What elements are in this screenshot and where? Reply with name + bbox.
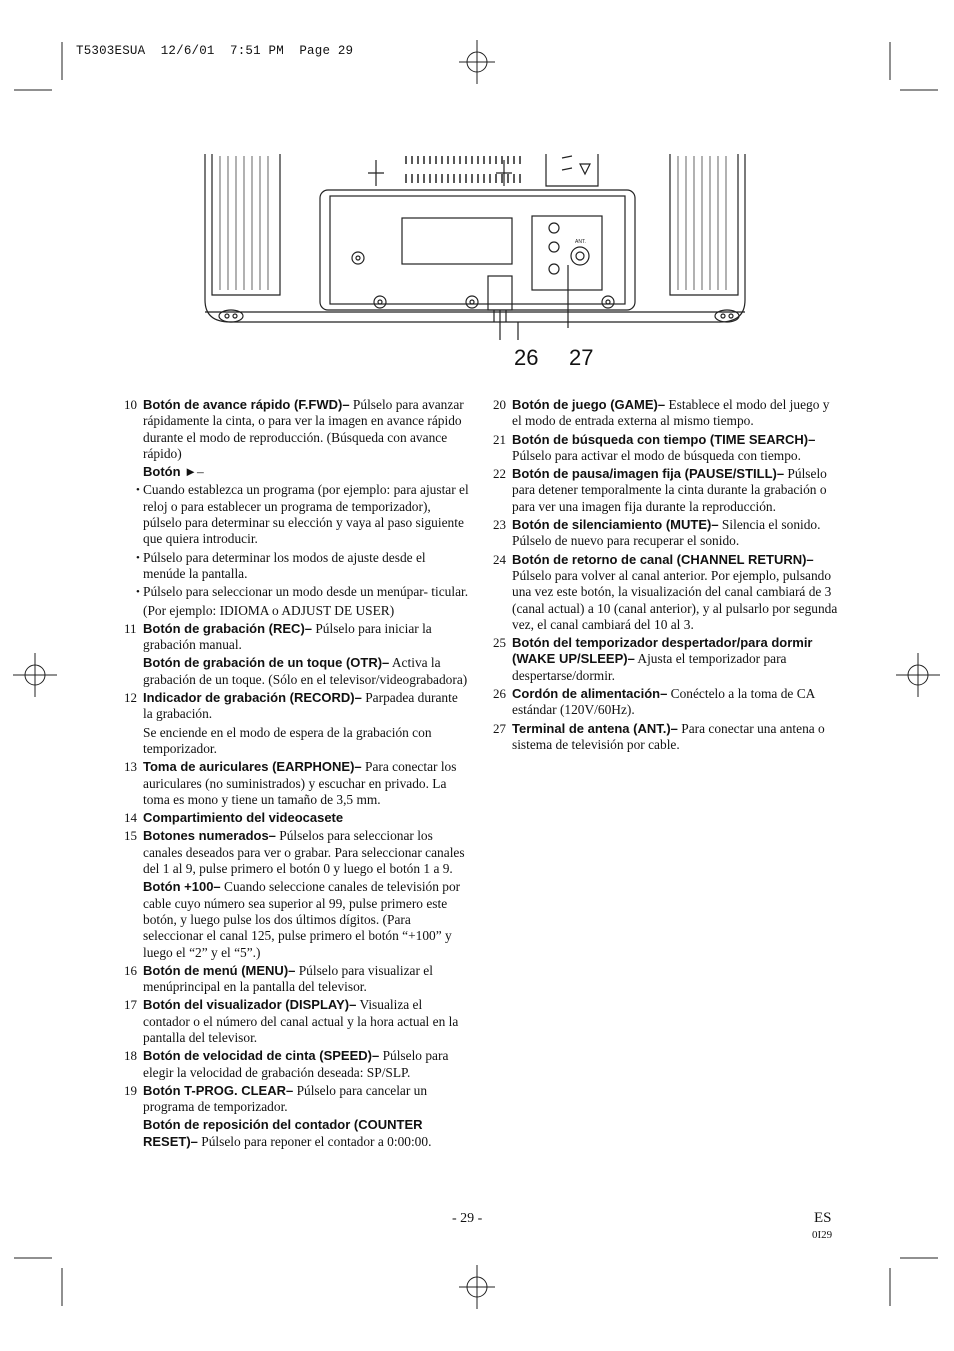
- entry-number: 17: [124, 997, 137, 1013]
- page-number: - 29 -: [452, 1211, 483, 1226]
- entry-10-example: (Por ejemplo: IDIOMA o ADJUST DE USER): [143, 602, 395, 618]
- entry-number: 24: [493, 551, 506, 567]
- entry-title: Botón T-PROG. CLEAR–: [143, 1082, 294, 1098]
- list-item: • Púlselo para determinar los modos de ajuste desde el menúde la pantalla.: [124, 550, 469, 583]
- entry-title: Botón de retorno de canal (CHANNEL RETURN)–: [512, 551, 814, 567]
- entry-title: Botón de silenciamiento (MUTE)–: [512, 517, 719, 533]
- entry-title: Botón de reposición del contador (COUNTER RESET)–: [143, 1117, 423, 1149]
- entry-title: Botón ►: [143, 464, 198, 480]
- entry-number: 15: [124, 828, 137, 844]
- entry-text: Púlselo para iniciar la grabación manual.: [143, 620, 432, 653]
- entry-title: Indicador de grabación (RECORD)–: [143, 690, 362, 706]
- bullet-list: [124, 482, 469, 600]
- entry-number: 13: [124, 759, 137, 775]
- entry-title: Cordón de alimentación–: [512, 686, 668, 702]
- entry-11: [124, 621, 469, 654]
- entry-text: Púlselo para avanzar rápidamente la cinta, o para ver la imagen en avance rápido durante el modo de reproducción. (Búsqueda con avance rápido): [143, 397, 464, 461]
- entry-number: 26: [493, 686, 506, 702]
- entry-10: [124, 397, 469, 462]
- entry-number: 18: [124, 1048, 137, 1064]
- entry-text: Visualiza el contador o el número del canal actual y la hora actual en la pantalla del televisor.: [143, 997, 459, 1045]
- entry-text: Púlselo para activar el modo de búsqueda con tiempo.: [512, 447, 801, 463]
- entry-18: [124, 1048, 469, 1081]
- entry-text: Ajusta el temporizador para despertarse/dormir.: [512, 651, 787, 683]
- entry-text: Cuando seleccione canales de televisión por cable cuyo número sea superior al 99, pulse primero este botón, y luego pulse los dos últimos dígitos. (Para seleccionar el canal 125, pulse primero el botón “+100” y luego el “2” y el “5”.): [143, 879, 461, 960]
- list-item: • Púlselo para seleccionar un modo desde un menúpar- ticular.: [124, 584, 469, 600]
- entry-title: Botón de grabación de un toque (OTR)–: [143, 655, 390, 671]
- entry-12: [124, 690, 469, 723]
- entry-title: Botones numerados–: [143, 828, 276, 844]
- entry-15-sub: [124, 879, 469, 960]
- entry-text: Conéctelo a la toma de CA estándar (120V/60Hz).: [512, 686, 815, 718]
- print-header-stamp: T5303ESUA 12/6/01 7:51 PM Page 29: [76, 44, 354, 58]
- entry-title: Botón de búsqueda con tiempo (TIME SEARCH)–: [512, 431, 816, 447]
- entry-14: [124, 810, 469, 826]
- entry-text: Púlselo para reponer el contador a 0:00:00.: [197, 1133, 432, 1149]
- entry-text: Púlselos para seleccionar los canales deseados para ver o grabar. Para seleccionar canales del 1 al 9, pulse primero el botón 0 y luego el botón 1 a 9.: [143, 828, 465, 877]
- list-item: • Cuando establezca un programa (por ejemplo: para ajustar el reloj o para establecer un programa de temporizador), púlselo para determinar su elección y vaya al paso siguiente que quiera introducir.: [124, 482, 469, 547]
- entry-title: Botón de grabación (REC)–: [143, 620, 313, 636]
- entry-23: [493, 517, 838, 550]
- entry-number: 20: [493, 397, 506, 412]
- callout-26: 26: [514, 345, 539, 370]
- entry-27: [493, 721, 838, 754]
- entry-number: 21: [493, 431, 506, 447]
- entry-number: 14: [124, 810, 137, 826]
- entry-text: Silencia el sonido. Púlselo de nuevo para recuperar el sonido.: [512, 517, 821, 549]
- entry-20: [493, 397, 838, 430]
- language-code: ES: [814, 1210, 832, 1226]
- entry-title: Botón de juego (GAME)–: [512, 397, 666, 412]
- entry-text: Establece el modo del juego y el modo de entrada externa al mismo tiempo.: [512, 397, 830, 429]
- entry-text: Púlselo para elegir la velocidad de grabación deseada: SP/SLP.: [143, 1048, 449, 1080]
- entry-text: Púlselo para volver al canal anterior. Por ejemplo, pulsando una vez este botón, la visualización del canal cambiará de 3 (canal actual) a 10 (canal anterior), y al pulsarlo por segunda vez, el canal cambiará del 10 al 3.: [512, 567, 838, 632]
- entry-title: Botón +100–: [143, 879, 221, 895]
- entry-text: Púlselo para cancelar un programa de temporizador.: [143, 1082, 428, 1115]
- entry-text: –: [197, 464, 204, 480]
- entry-19-sub: [124, 1117, 469, 1150]
- entry-title: Toma de auriculares (EARPHONE)–: [143, 759, 362, 775]
- entry-25: [493, 635, 838, 684]
- entry-text: Púlselo para detener temporalmente la cinta durante la grabación o para ver una imagen fija durante la reproducción.: [512, 466, 827, 514]
- entry-12-sub: Se enciende en el modo de espera de la grabación con temporizador.: [143, 724, 432, 756]
- entry-number: 27: [493, 720, 506, 736]
- entry-text: Parpadea durante la grabación.: [143, 690, 458, 722]
- entry-number: 11: [124, 620, 137, 636]
- entry-title: Botón de avance rápido (F.FWD)–: [143, 397, 350, 412]
- entry-11-sub: [124, 655, 469, 688]
- entry-text: Para conectar una antena o sistema de televisión por cable.: [512, 720, 825, 752]
- entry-16: [124, 963, 469, 996]
- entry-title: Botón del temporizador despertador/para dormir (WAKE UP/SLEEP)–: [512, 635, 813, 667]
- entry-number: 10: [124, 397, 137, 412]
- left-column: [124, 397, 469, 1152]
- entry-number: 22: [493, 466, 506, 482]
- entry-text: Para conectar los auriculares (no suministrados) y escuchar en privado. La toma es mono y tiene un tamaño de 3,5 mm.: [143, 759, 457, 807]
- entry-title: Botón de velocidad de cinta (SPEED)–: [143, 1048, 380, 1064]
- tv-rear-panel-illustration: [200, 150, 750, 340]
- entry-26: [493, 686, 838, 719]
- entry-text: Activa la grabación de un toque. (Sólo en el televisor/videograbadora): [143, 655, 468, 687]
- entry-number: 25: [493, 635, 506, 651]
- entry-22: [493, 466, 838, 515]
- entry-number: 12: [124, 690, 137, 706]
- entry-number: 16: [124, 962, 137, 978]
- entry-15: [124, 828, 469, 877]
- right-column: [493, 397, 838, 755]
- entry-19: [124, 1083, 469, 1116]
- entry-text: Púlselo para visualizar el menúprincipal en la pantalla del televisor.: [143, 962, 433, 995]
- entry-10-sub: [124, 464, 469, 480]
- entry-number: 19: [124, 1082, 137, 1098]
- callout-27: 27: [569, 345, 594, 370]
- entry-24: [493, 552, 838, 633]
- entry-number: 23: [493, 517, 506, 533]
- entry-title: Botón del visualizador (DISPLAY)–: [143, 997, 357, 1013]
- entry-13: [124, 759, 469, 808]
- entry-title: Terminal de antena (ANT.)–: [512, 720, 678, 736]
- entry-title: Botón de pausa/imagen fija (PAUSE/STILL)–: [512, 466, 785, 482]
- entry-17: [124, 997, 469, 1046]
- document-code: 0I29: [812, 1229, 833, 1241]
- entry-title: Compartimiento del videocasete: [143, 810, 344, 826]
- ant-label: ANT.: [575, 239, 586, 245]
- entry-21: [493, 432, 838, 465]
- entry-title: Botón de menú (MENU)–: [143, 962, 296, 978]
